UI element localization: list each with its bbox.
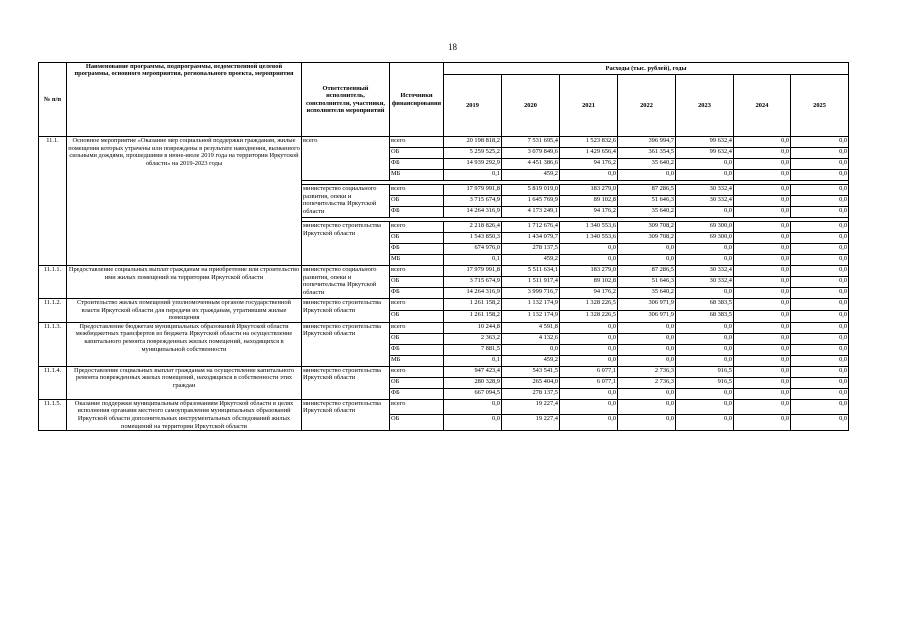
amount-cell: 5 511 634,1	[502, 266, 560, 277]
funding-source: всего	[390, 185, 444, 196]
funding-source: ОБ	[390, 377, 444, 388]
amount-cell: 30 332,4	[676, 196, 734, 207]
amount-cell: 0,1	[444, 170, 502, 181]
executor: всего	[302, 137, 390, 181]
amount-cell: 0,0	[791, 310, 849, 322]
row-code: 11.1.2.	[39, 299, 67, 323]
amount-cell: 0,0	[734, 255, 791, 266]
amount-cell: 459,2	[502, 355, 560, 366]
amount-cell: 94 176,2	[560, 207, 618, 218]
table-row	[39, 299, 849, 311]
amount-cell: 14 264 316,9	[444, 207, 502, 218]
amount-cell: 1 132 174,9	[502, 299, 560, 311]
amount-cell: 459,2	[502, 255, 560, 266]
amount-cell: 30 332,4	[676, 185, 734, 196]
amount-cell: 0,0	[791, 377, 849, 388]
row-code: 11.1.4.	[39, 366, 67, 399]
amount-cell: 0,0	[676, 355, 734, 366]
amount-cell: 0,0	[734, 266, 791, 277]
amount-cell: 0,0	[618, 415, 676, 431]
amount-cell: 0,0	[791, 288, 849, 299]
funding-source: ОБ	[390, 196, 444, 207]
amount-cell: 0,0	[734, 415, 791, 431]
header-year: 2021	[560, 75, 618, 137]
amount-cell: 19 227,4	[502, 415, 560, 431]
amount-cell: 0,0	[618, 355, 676, 366]
header-year: 2022	[618, 75, 676, 137]
amount-cell: 69 300,0	[676, 233, 734, 244]
amount-cell: 17 979 991,8	[444, 266, 502, 277]
amount-cell: 0,0	[618, 399, 676, 415]
amount-cell: 35 640,2	[618, 159, 676, 170]
funding-source: всего	[390, 322, 444, 333]
amount-cell: 0,0	[791, 299, 849, 311]
header-year: 2024	[734, 75, 791, 137]
funding-source: всего	[390, 366, 444, 377]
amount-cell: 35 640,2	[618, 288, 676, 299]
table-row	[39, 137, 849, 148]
header-year: 2023	[676, 75, 734, 137]
amount-cell: 0,0	[734, 355, 791, 366]
funding-source: ФБ	[390, 388, 444, 399]
budget-table	[38, 62, 849, 431]
amount-cell: 30 332,4	[676, 266, 734, 277]
amount-cell: 0,0	[734, 148, 791, 159]
amount-cell: 0,0	[734, 196, 791, 207]
amount-cell: 0,0	[560, 170, 618, 181]
amount-cell: 0,0	[444, 399, 502, 415]
amount-cell: 1 543 850,3	[444, 233, 502, 244]
page-number: 18	[448, 42, 457, 52]
table-row	[39, 366, 849, 377]
amount-cell: 0,0	[791, 366, 849, 377]
amount-cell: 183 279,0	[560, 185, 618, 196]
amount-cell: 0,0	[560, 255, 618, 266]
amount-cell: 0,1	[444, 255, 502, 266]
activity-name: Предоставление бюджетам муниципальных образований Иркутской области межбюджетных трансфертов из бюджета Иркутской области на осуществление капитального ремонта поврежденных жилых помещений, находящихся в муниципальной собственности	[67, 322, 302, 366]
amount-cell: 947 423,4	[444, 366, 502, 377]
amount-cell: 0,0	[734, 288, 791, 299]
amount-cell: 0,0	[791, 333, 849, 344]
amount-cell: 5 819 019,0	[502, 185, 560, 196]
funding-source: ОБ	[390, 233, 444, 244]
executor: министерство строительства Иркутской области	[302, 399, 390, 430]
row-code: 11.1.	[39, 137, 67, 266]
amount-cell: 1 429 656,4	[560, 148, 618, 159]
amount-cell: 0,0	[734, 310, 791, 322]
funding-source: ФБ	[390, 288, 444, 299]
amount-cell: 0,0	[560, 388, 618, 399]
amount-cell: 0,0	[676, 344, 734, 355]
amount-cell: 0,0	[734, 185, 791, 196]
amount-cell: 265 404,0	[502, 377, 560, 388]
amount-cell: 51 646,3	[618, 196, 676, 207]
amount-cell: 0,0	[734, 207, 791, 218]
amount-cell: 68 383,5	[676, 310, 734, 322]
amount-cell: 6 077,1	[560, 366, 618, 377]
amount-cell: 68 383,5	[676, 299, 734, 311]
amount-cell: 0,0	[791, 322, 849, 333]
activity-name: Предоставление социальных выплат гражданам на приобретение или строительство ими жилых помещений на территории Иркутской области	[67, 266, 302, 299]
amount-cell: 0,0	[791, 388, 849, 399]
amount-cell: 0,0	[560, 355, 618, 366]
amount-cell: 99 632,4	[676, 148, 734, 159]
amount-cell: 361 354,5	[618, 148, 676, 159]
amount-cell: 396 994,7	[618, 137, 676, 148]
amount-cell: 0,0	[734, 277, 791, 288]
amount-cell: 0,0	[791, 137, 849, 148]
amount-cell: 69 300,0	[676, 222, 734, 233]
amount-cell: 0,0	[791, 344, 849, 355]
header-year: 2025	[791, 75, 849, 137]
amount-cell: 278 137,5	[502, 244, 560, 255]
amount-cell: 2 736,3	[618, 366, 676, 377]
amount-cell: 0,0	[734, 233, 791, 244]
amount-cell: 2 736,3	[618, 377, 676, 388]
amount-cell: 1 511 917,4	[502, 277, 560, 288]
activity-name: Строительство жилых помещений уполномоченным органом государственной власти Иркутской области для передачи их гражданам, утратившим жилые помещения	[67, 299, 302, 323]
amount-cell: 306 971,9	[618, 310, 676, 322]
amount-cell: 51 646,3	[618, 277, 676, 288]
amount-cell: 0,0	[734, 222, 791, 233]
amount-cell: 916,5	[676, 377, 734, 388]
header-year: 2020	[502, 75, 560, 137]
amount-cell: 0,0	[791, 185, 849, 196]
amount-cell: 0,0	[676, 322, 734, 333]
amount-cell: 3 715 674,9	[444, 196, 502, 207]
header-source: Источники финансирования	[390, 63, 444, 137]
amount-cell: 0,0	[791, 244, 849, 255]
amount-cell: 1 132 174,9	[502, 310, 560, 322]
amount-cell: 0,1	[444, 355, 502, 366]
amount-cell: 4 173 249,1	[502, 207, 560, 218]
amount-cell: 19 227,4	[502, 399, 560, 415]
amount-cell: 0,0	[618, 333, 676, 344]
funding-source: всего	[390, 222, 444, 233]
executor: министерство строительства Иркутской области	[302, 366, 390, 399]
amount-cell: 183 279,0	[560, 266, 618, 277]
amount-cell: 2 218 826,4	[444, 222, 502, 233]
funding-source: ФБ	[390, 244, 444, 255]
amount-cell: 0,0	[676, 399, 734, 415]
funding-source: МБ	[390, 355, 444, 366]
amount-cell: 7 531 695,4	[502, 137, 560, 148]
header-year: 2019	[444, 75, 502, 137]
funding-source: МБ	[390, 170, 444, 181]
amount-cell: 0,0	[444, 415, 502, 431]
amount-cell: 30 332,4	[676, 277, 734, 288]
amount-cell: 4 591,8	[502, 322, 560, 333]
amount-cell: 0,0	[791, 415, 849, 431]
amount-cell: 309 708,2	[618, 222, 676, 233]
amount-cell: 5 259 525,2	[444, 148, 502, 159]
header-num: № п/п	[39, 63, 67, 137]
amount-cell: 1 645 769,9	[502, 196, 560, 207]
amount-cell: 0,0	[791, 355, 849, 366]
table-body	[39, 137, 849, 431]
amount-cell: 309 708,2	[618, 233, 676, 244]
funding-source: ОБ	[390, 333, 444, 344]
amount-cell: 0,0	[502, 344, 560, 355]
amount-cell: 0,0	[618, 255, 676, 266]
funding-source: всего	[390, 137, 444, 148]
header-name: Наименование программы, подпрограммы, ведомственной целевой программы, основного мероприятия, регионального проекта, мероприятия	[67, 63, 302, 137]
amount-cell: 1 340 553,6	[560, 222, 618, 233]
activity-name: Оказание поддержки муниципальным образованиям Иркутской области в целях исполнения органами местного самоуправления муниципальных образований Иркутской области дополнительных инструментальных обследований жилых помещений на территории Иркутской области	[67, 399, 302, 430]
executor: министерство строительства Иркутской области	[302, 222, 390, 266]
amount-cell: 0,0	[734, 299, 791, 311]
amount-cell: 1 712 676,4	[502, 222, 560, 233]
amount-cell: 0,0	[676, 388, 734, 399]
amount-cell: 1 340 553,6	[560, 233, 618, 244]
amount-cell: 0,0	[791, 170, 849, 181]
amount-cell: 0,0	[618, 344, 676, 355]
amount-cell: 10 244,8	[444, 322, 502, 333]
amount-cell: 0,0	[560, 322, 618, 333]
amount-cell: 87 286,5	[618, 266, 676, 277]
funding-source: МБ	[390, 255, 444, 266]
amount-cell: 0,0	[676, 170, 734, 181]
amount-cell: 0,0	[734, 170, 791, 181]
amount-cell: 0,0	[791, 207, 849, 218]
row-code: 11.1.5.	[39, 399, 67, 430]
funding-source: ОБ	[390, 277, 444, 288]
funding-source: ФБ	[390, 344, 444, 355]
activity-name: Предоставление социальных выплат гражданам на осуществление капитального ремонта поврежденных жилых помещений, находящихся в собственности этих граждан	[67, 366, 302, 399]
amount-cell: 20 198 818,2	[444, 137, 502, 148]
amount-cell: 0,0	[560, 415, 618, 431]
amount-cell: 0,0	[791, 222, 849, 233]
amount-cell: 1 523 832,6	[560, 137, 618, 148]
row-code: 11.1.1.	[39, 266, 67, 299]
amount-cell: 916,5	[676, 366, 734, 377]
amount-cell: 89 102,8	[560, 277, 618, 288]
amount-cell: 0,0	[791, 148, 849, 159]
amount-cell: 0,0	[734, 366, 791, 377]
amount-cell: 1 328 226,5	[560, 299, 618, 311]
amount-cell: 7 881,5	[444, 344, 502, 355]
amount-cell: 667 094,5	[444, 388, 502, 399]
amount-cell: 280 328,9	[444, 377, 502, 388]
amount-cell: 459,2	[502, 170, 560, 181]
amount-cell: 0,0	[676, 255, 734, 266]
executor: министерство социального развития, опеки и попечительства Иркутской области	[302, 266, 390, 299]
amount-cell: 0,0	[734, 244, 791, 255]
amount-cell: 17 979 991,8	[444, 185, 502, 196]
amount-cell: 0,0	[791, 399, 849, 415]
amount-cell: 0,0	[734, 344, 791, 355]
amount-cell: 0,0	[791, 159, 849, 170]
table-row	[39, 322, 849, 333]
amount-cell: 1 434 079,7	[502, 233, 560, 244]
funding-source: всего	[390, 299, 444, 311]
funding-source: всего	[390, 266, 444, 277]
row-code: 11.1.3.	[39, 322, 67, 366]
amount-cell: 0,0	[791, 255, 849, 266]
funding-source: ОБ	[390, 148, 444, 159]
amount-cell: 0,0	[791, 266, 849, 277]
amount-cell: 2 363,2	[444, 333, 502, 344]
amount-cell: 0,0	[734, 159, 791, 170]
amount-cell: 99 632,4	[676, 137, 734, 148]
funding-source: ФБ	[390, 159, 444, 170]
amount-cell: 0,0	[618, 322, 676, 333]
amount-cell: 14 939 292,9	[444, 159, 502, 170]
amount-cell: 94 176,2	[560, 288, 618, 299]
amount-cell: 0,0	[676, 288, 734, 299]
amount-cell: 306 971,9	[618, 299, 676, 311]
amount-cell: 543 541,5	[502, 366, 560, 377]
amount-cell: 0,0	[618, 170, 676, 181]
funding-source: всего	[390, 399, 444, 415]
amount-cell: 35 640,2	[618, 207, 676, 218]
amount-cell: 1 261 158,2	[444, 299, 502, 311]
funding-source: ОБ	[390, 415, 444, 431]
amount-cell: 6 077,1	[560, 377, 618, 388]
amount-cell: 0,0	[676, 415, 734, 431]
amount-cell: 1 328 226,5	[560, 310, 618, 322]
amount-cell: 4 451 386,6	[502, 159, 560, 170]
header-executor: Ответственный исполнитель, соисполнители, участники, исполнители мероприятий	[302, 63, 390, 137]
amount-cell: 0,0	[676, 159, 734, 170]
executor: министерство социального развития, опеки и попечительства Иркутской области	[302, 185, 390, 218]
table-header	[39, 63, 849, 137]
amount-cell: 0,0	[676, 207, 734, 218]
amount-cell: 1 261 158,2	[444, 310, 502, 322]
amount-cell: 0,0	[734, 377, 791, 388]
amount-cell: 94 176,2	[560, 159, 618, 170]
amount-cell: 0,0	[791, 233, 849, 244]
funding-source: ОБ	[390, 310, 444, 322]
amount-cell: 674 976,0	[444, 244, 502, 255]
table-row	[39, 399, 849, 415]
amount-cell: 89 102,8	[560, 196, 618, 207]
amount-cell: 0,0	[734, 137, 791, 148]
amount-cell: 0,0	[734, 388, 791, 399]
amount-cell: 278 137,5	[502, 388, 560, 399]
amount-cell: 14 264 316,9	[444, 288, 502, 299]
executor: министерство строительства Иркутской области	[302, 322, 390, 366]
amount-cell: 0,0	[734, 322, 791, 333]
amount-cell: 0,0	[734, 399, 791, 415]
amount-cell: 0,0	[560, 399, 618, 415]
activity-name: Основное мероприятие «Оказание мер социальной поддержки гражданам, жилые помещения которых утрачены или повреждены в результате наводнения, вызванного сильными дождями, прошедшими в июне-июле 2019 года на территории Иркутской области» на 2019-2023 годы	[67, 137, 302, 266]
amount-cell: 87 286,5	[618, 185, 676, 196]
amount-cell: 0,0	[560, 333, 618, 344]
executor: министерство строительства Иркутской области	[302, 299, 390, 323]
table-row	[39, 266, 849, 277]
amount-cell: 0,0	[676, 244, 734, 255]
amount-cell: 0,0	[560, 244, 618, 255]
funding-source: ФБ	[390, 207, 444, 218]
amount-cell: 3 999 716,7	[502, 288, 560, 299]
amount-cell: 0,0	[734, 333, 791, 344]
amount-cell: 0,0	[618, 244, 676, 255]
amount-cell: 0,0	[560, 344, 618, 355]
amount-cell: 3 079 849,6	[502, 148, 560, 159]
header-expenses: Расходы (тыс. рублей), годы	[444, 63, 849, 75]
amount-cell: 0,0	[618, 388, 676, 399]
amount-cell: 4 132,6	[502, 333, 560, 344]
amount-cell: 0,0	[791, 277, 849, 288]
amount-cell: 3 715 674,9	[444, 277, 502, 288]
amount-cell: 0,0	[676, 333, 734, 344]
amount-cell: 0,0	[791, 196, 849, 207]
